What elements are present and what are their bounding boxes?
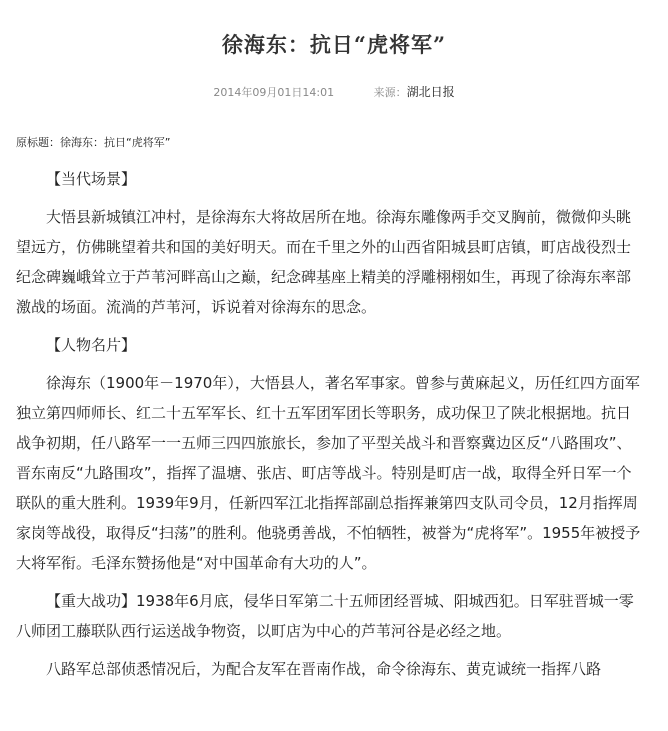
publish-date: 2014年09月01日14:01 xyxy=(213,86,335,99)
section-heading-profile: 【人物名片】 xyxy=(46,336,137,354)
source-label: 来源： xyxy=(373,86,407,99)
paragraph: 【重大战功】1938年6月底，侵华日军第二十五师团经晋城、阳城西犯。日军驻晋城一零八师团工藤联队西行运送战争物资，以町店为中心的芦苇河谷是必经之地。 xyxy=(16,592,634,640)
paragraph: 徐海东（1900年－1970年），大悟县人，著名军事家。曾参与黄麻起义，历任红四方面军独立第四师师长、红二十五军军长、红十五军团军团长等职务，成功保卫了陕北根据地。抗日战争初期，任八路军一一五师三四四旅旅长，参加了平型关战斗和晋察冀边区反“八路围攻”、晋东南反“九路围攻”，指挥了温塘、张店、町店等战斗。特别是町店一战，取得全歼日军一个联队的重大胜利。1939年9月，任新四军江北指挥部副总指挥兼第四支队司令员，12月指挥周家岗等战役，取得反“扫荡”的胜利。他骁勇善战，不怕牺牲，被誉为“虎将军”。1955年被授予大将军衔。毛泽东赞扬他是“对中国革命有大功的人”。 xyxy=(16,374,641,572)
original-title: 原标题：徐海东：抗日“虎将军” xyxy=(16,136,171,149)
paragraph: 八路军总部侦悉情况后，为配合友军在晋南作战，命令徐海东、黄克诚统一指挥八路 xyxy=(46,660,602,678)
article-title: 徐海东：抗日“虎将军” xyxy=(221,32,447,57)
article-body xyxy=(16,164,644,692)
paragraph: 大悟县新城镇江冲村，是徐海东大将故居所在地。徐海东雕像两手交叉胸前，微微仰头眺望远方，仿佛眺望着共和国的美好明天。而在千里之外的山西省阳城县町店镇，町店战役烈士纪念碑巍峨耸立于芦苇河畔高山之巅，纪念碑基座上精美的浮雕栩栩如生，再现了徐海东率部激战的场面。流淌的芦苇河，诉说着对徐海东的思念。 xyxy=(16,208,632,316)
article-meta xyxy=(0,83,668,102)
section-heading-contemporary: 【当代场景】 xyxy=(46,170,137,188)
source-link[interactable]: 湖北日报 xyxy=(406,85,455,99)
